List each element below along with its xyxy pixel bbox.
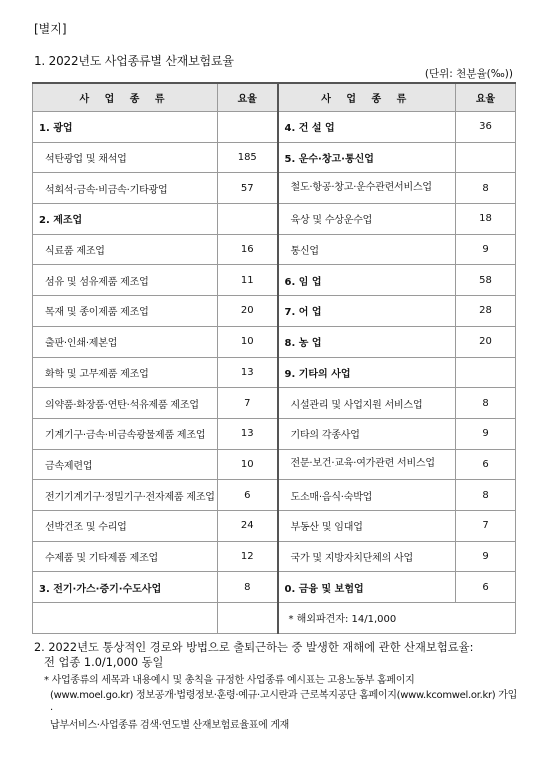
industry-name-left: 의약품·화장품·연탄·석유제품 제조업 xyxy=(33,388,218,419)
rate-right: 9 xyxy=(456,418,516,449)
table-row xyxy=(33,204,516,235)
item-2-line-1: 2. 2022년도 통상적인 경로와 방법으로 출퇴근하는 중 발생한 재해에 관한 산재보험료율: xyxy=(34,641,474,654)
footnote-line-3: 납부서비스·사업종류 검색·연도별 산재보험료율표에 게재 xyxy=(50,720,290,731)
industry-name-right: 도소매·음식·숙박업 xyxy=(278,480,456,511)
table-row xyxy=(33,234,516,265)
header-category-left: 사 업 종 류 xyxy=(33,83,218,112)
industry-name-left: 석탄광업 및 채석업 xyxy=(33,142,218,173)
industry-name-left: 석회석·금속·비금속·기타광업 xyxy=(33,173,218,204)
rate-right: 36 xyxy=(456,112,516,143)
annex-tag: [별지] xyxy=(34,22,67,36)
rate-right: 7 xyxy=(456,510,516,541)
industry-name-left: 화학 및 고무제품 제조업 xyxy=(33,357,218,388)
rate-right: 18 xyxy=(456,204,516,235)
rate-right xyxy=(456,142,516,173)
table-row xyxy=(33,480,516,511)
industry-name-right: 시설관리 및 사업지원 서비스업 xyxy=(278,388,456,419)
rate-left xyxy=(218,112,278,143)
industry-name-right: 부동산 및 임대업 xyxy=(278,510,456,541)
industry-name-left: 기계기구·금속·비금속광물제품 제조업 xyxy=(33,418,218,449)
industry-name-right: 국가 및 지방자치단체의 사업 xyxy=(278,541,456,572)
rate-right: 9 xyxy=(456,541,516,572)
industry-name-left: 목재 및 종이제품 제조업 xyxy=(33,296,218,327)
rate-left: 20 xyxy=(218,296,278,327)
table-row xyxy=(33,418,516,449)
table-row xyxy=(33,572,516,603)
industry-name-right: 7. 어 업 xyxy=(278,296,456,327)
industry-name-right: 통신업 xyxy=(278,234,456,265)
item-2-line-2: 전 업종 1.0/1,000 동일 xyxy=(44,656,164,669)
unit-label: (단위: 천분율(‰)) xyxy=(424,68,513,80)
table-row xyxy=(33,326,516,357)
rate-right: 6 xyxy=(456,449,516,480)
table-row xyxy=(33,357,516,388)
industry-name-left: 출판·인쇄·제본업 xyxy=(33,326,218,357)
rate-right: 58 xyxy=(456,265,516,296)
empty-cell xyxy=(218,603,278,634)
industry-name-left: 3. 전기·가스·증기·수도사업 xyxy=(33,572,218,603)
rate-left: 57 xyxy=(218,173,278,204)
table-row xyxy=(33,112,516,143)
empty-cell xyxy=(33,603,218,634)
industry-name-right: 9. 기타의 사업 xyxy=(278,357,456,388)
rate-left: 13 xyxy=(218,418,278,449)
industry-name-right: 기타의 각종사업 xyxy=(278,418,456,449)
industry-name-right: 6. 임 업 xyxy=(278,265,456,296)
industry-name-left: 1. 광업 xyxy=(33,112,218,143)
rate-left: 8 xyxy=(218,572,278,603)
rate-table xyxy=(32,82,516,634)
rate-left: 11 xyxy=(218,265,278,296)
note-row xyxy=(33,603,516,634)
table-row xyxy=(33,449,516,480)
rate-right: 9 xyxy=(456,234,516,265)
rate-left xyxy=(218,204,278,235)
industry-name-right: 0. 금융 및 보험업 xyxy=(278,572,456,603)
footnote xyxy=(44,673,519,733)
industry-name-right: 8. 농 업 xyxy=(278,326,456,357)
rate-left: 12 xyxy=(218,541,278,572)
rate-right: 8 xyxy=(456,173,516,204)
industry-name-right: 육상 및 수상운수업 xyxy=(278,204,456,235)
industry-name-left: 수제품 및 기타제품 제조업 xyxy=(33,541,218,572)
rate-left: 6 xyxy=(218,480,278,511)
rate-left: 24 xyxy=(218,510,278,541)
industry-name-left: 선박건조 및 수리업 xyxy=(33,510,218,541)
rate-right: 28 xyxy=(456,296,516,327)
table-row xyxy=(33,388,516,419)
rate-right: 8 xyxy=(456,480,516,511)
rate-left: 185 xyxy=(218,142,278,173)
item-2 xyxy=(34,640,514,670)
rate-left: 13 xyxy=(218,357,278,388)
table-row xyxy=(33,173,516,204)
footnote-line-2: (www.moel.go.kr) 정보공개·법령정보·훈령·예규·고시란과 근로복지공단 홈페이지(www.kcomwel.or.kr) 가입· xyxy=(50,690,517,716)
rate-left: 10 xyxy=(218,449,278,480)
rate-right xyxy=(456,357,516,388)
industry-name-right: 4. 건 설 업 xyxy=(278,112,456,143)
overseas-dispatch-note: * 해외파견자: 14/1,000 xyxy=(278,603,516,634)
table-row xyxy=(33,296,516,327)
industry-name-left: 섬유 및 섬유제품 제조업 xyxy=(33,265,218,296)
header-rate-left: 요율 xyxy=(218,83,278,112)
section-heading: 1. 2022년도 사업종류별 산재보험료율 xyxy=(34,54,234,68)
industry-name-left: 금속제련업 xyxy=(33,449,218,480)
industry-name-left: 2. 제조업 xyxy=(33,204,218,235)
header-rate-right: 요율 xyxy=(456,83,516,112)
table-row xyxy=(33,510,516,541)
industry-name-right: 철도·항공·창고·운수관련서비스업 xyxy=(278,173,456,204)
rate-left: 16 xyxy=(218,234,278,265)
table-row xyxy=(33,265,516,296)
rate-right: 20 xyxy=(456,326,516,357)
industry-name-left: 전기기계기구·정밀기구·전자제품 제조업 xyxy=(33,480,218,511)
table-row xyxy=(33,142,516,173)
rate-right: 6 xyxy=(456,572,516,603)
industry-name-right: 전문·보건·교육·여가관련 서비스업 xyxy=(278,449,456,480)
industry-name-left: 식료품 제조업 xyxy=(33,234,218,265)
footnote-line-1: * 사업종류의 세목과 내용예시 및 총칙을 규정한 사업종류 예시표는 고용노동부 홈페이지 xyxy=(44,675,415,686)
rate-right: 8 xyxy=(456,388,516,419)
industry-name-right: 5. 운수·창고·통신업 xyxy=(278,142,456,173)
table-row xyxy=(33,541,516,572)
rate-left: 10 xyxy=(218,326,278,357)
rate-left: 7 xyxy=(218,388,278,419)
header-category-right: 사 업 종 류 xyxy=(278,83,456,112)
table-header-row xyxy=(33,83,516,112)
